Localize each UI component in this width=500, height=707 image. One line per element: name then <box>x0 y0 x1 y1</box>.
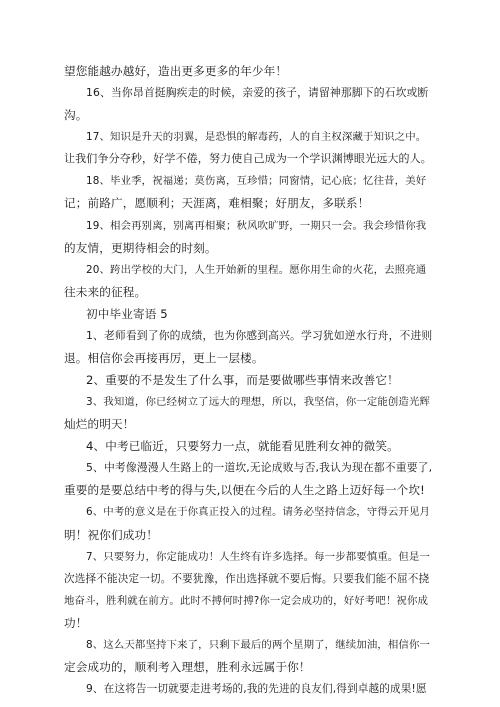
text-line: 次选择不能决定一切。不要犹豫，作出选择就不要后悔。只要我们能不屈不挠 <box>64 572 430 585</box>
text-line: 17、知识是升天的羽翼，是恐惧的解毒药，人的自主权深藏于知识之中。 <box>86 131 427 144</box>
text-line: 9、在这将告一切就要走进考场的,我的先进的良友们,得到卓越的成果!愿 <box>86 683 427 695</box>
text-line: 定会成功的，顺利考入理想，胜利永远属于你！ <box>64 659 311 674</box>
text-line: 8、这么天都坚持下来了，只剩下最后的两个星期了，继续加油，相信你一 <box>86 638 431 651</box>
text-line: 沟。 <box>64 108 88 123</box>
section-heading: 初中毕业寄语 5 <box>86 306 168 321</box>
text-line: 退。相信你会再接再厉，更上一层楼。 <box>64 350 264 365</box>
text-line: 6、中考的意义是在于你真正投入的过程。请务必坚持信念，守得云开见月 <box>86 506 431 519</box>
text-line: 16、当你昂首挺胸疾走的时候，亲爱的孩子，请留神那脚下的石坎或断 <box>86 86 429 100</box>
text-line: 1、老师看到了你的成绩，也为你感到高兴。学习犹如逆水行舟，不进则 <box>86 328 433 342</box>
text-line: 重要的是要总结中考的得与失,以便在今后的人生之路上迈好每一个坎! <box>64 483 425 498</box>
text-line: 望您能越办越好，造出更多更多的年少年！ <box>64 64 288 78</box>
text-line: 20、跨出学校的大门，人生开始新的里程。愿你用生命的火花，去照亮通 <box>86 263 427 276</box>
text-line: 5、中考像漫漫人生路上的一道坎,无论成败与否,我认为现在都不重要了, <box>86 461 433 475</box>
text-line: 功！ <box>64 615 88 630</box>
text-line: 记；前路广，愿顺利；天涯离，难相聚；好朋友，多联系！ <box>64 196 370 211</box>
text-line: 的友情，更期待相会的时刻。 <box>64 240 217 255</box>
text-line: 灿烂的明天！ <box>64 417 135 432</box>
text-line: 让我们争分夺秒，好学不倦，努力使自己成为一个学识渊博眼光远大的人。 <box>64 152 432 166</box>
text-line: 3、我知道，你已经树立了远大的理想，所以，我坚信，你一定能创造光辉 <box>86 396 431 409</box>
text-line: 7、只要努力，你定能成功！人生终有许多选择。每一步都要慎重。但是一 <box>86 550 431 563</box>
text-line: 地奋斗，胜利就在前方。此时不搏何时搏?你一定会成功的，好好考吧！祝你成 <box>64 594 429 607</box>
text-line: 2、重要的不是发生了什么事，而是要做哪些事情来改善它！ <box>86 373 399 387</box>
text-line: 明！祝你们成功！ <box>64 527 158 542</box>
text-line: 19、相会再别离，别离再相聚；秋风吹旷野，一期只一会。我会珍惜你我 <box>86 219 427 232</box>
text-line: 4、中考已临近，只要努力一点，就能看见胜利女神的微笑。 <box>86 439 399 454</box>
text-line: 18、毕业季，祝福递；莫伤离，互珍惜；同窗情，记心底；忆往昔，美好 <box>86 175 427 188</box>
text-line: 往未来的征程。 <box>64 284 147 299</box>
